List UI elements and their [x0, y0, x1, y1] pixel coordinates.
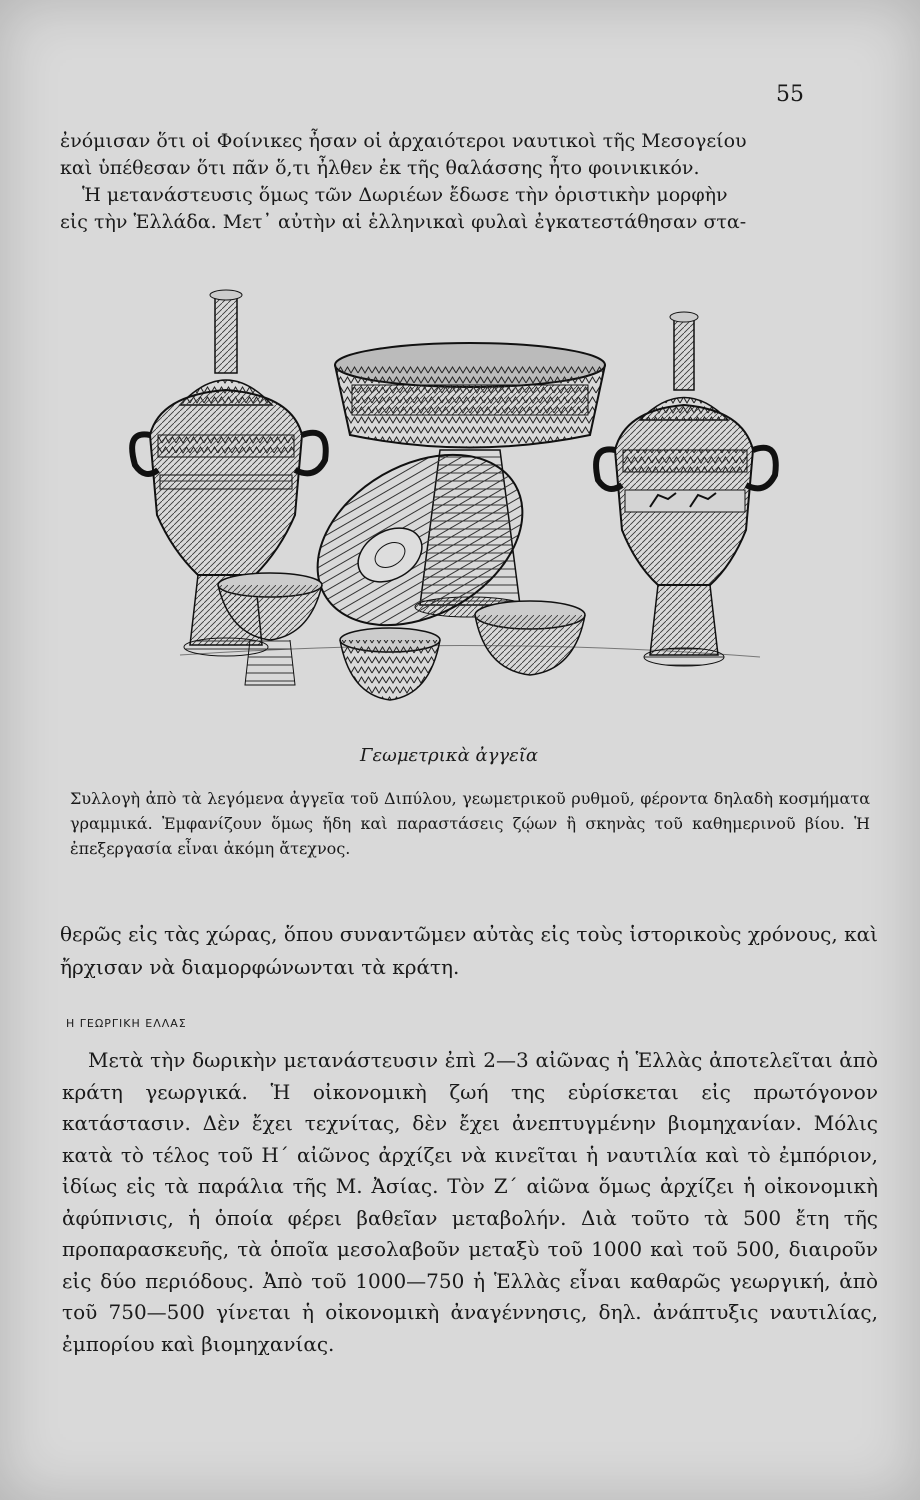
intro-line: ἐνόμισαν ὅτι οἱ Φοίνικες ἦσαν οἱ ἀρχαιότεροι ναυτικοὶ τῆς Μεσογείου: [60, 130, 747, 152]
intro-paragraph: [60, 128, 878, 236]
page-number: 55: [776, 82, 804, 107]
section-body: Μετὰ τὴν δωρικὴν μετανάστευσιν ἐπὶ 2—3 αἰῶνας ἡ Ἑλλὰς ἀποτελεῖται ἀπὸ κράτη γεωργικά. Ἡ οἰκονομικὴ ζωή της εὑρίσκεται εἰς πρωτόγονον κατάστασιν. Δὲν ἔχει τεχνίτας, δὲν ἔχει ἀνεπτυγμένην βιομηχανίαν. Μόλις κατὰ τὸ τέλος τοῦ Η´ αἰῶνος ἀρχίζει νὰ κινεῖται ἡ ναυτιλία καὶ τὸ ἐμπόριον, ἰδίως εἰς τὰ παράλια τῆς Μ. Ἀσίας. Τὸν Ζ´ αἰῶνα ὅμως ἀρχίζει ἡ οἰκονομικὴ ἀφύπνισις, ἡ ὁποία φέρει βαθεῖαν μεταβολήν. Διὰ τοῦτο τὰ 500 ἔτη τῆς προπαρασκευῆς, τὰ ὁποῖα μεσολαβοῦν μεταξὺ τοῦ 1000 καὶ τοῦ 500, διαιροῦν εἰς δύο περιόδους. Ἀπὸ τοῦ 1000—750 ἡ Ἑλλὰς εἶναι καθαρῶς γεωργική, ἀπὸ τοῦ 750—500 γίνεται ἡ οἰκονομικὴ ἀναγέννησις, δηλ. ἀνάπτυξις ναυτιλίας, ἐμπορίου καὶ βιομηχανίας.: [62, 1048, 878, 1356]
continuation-paragraph: θερῶς εἰς τὰς χώρας, ὅπου συναντῶμεν αὐτὰς εἰς τοὺς ἱστορικοὺς χρόνους, καὶ ἤρχισαν νὰ διαμορφώνωνται τὰ κράτη.: [60, 922, 878, 979]
geometric-vases-illustration: [120, 285, 830, 725]
section-heading: Η ΓΕΩΡΓΙΚΗ ΕΛΛΑΣ: [66, 1017, 187, 1030]
figure-caption-title: Γεωμετρικὰ ἀγγεῖα: [360, 745, 539, 766]
intro-line: εἰς τὴν Ἑλλάδα. Μετ᾽ αὐτὴν αἱ ἑλληνικαὶ φυλαὶ ἐγκατεστάθησαν στα-: [60, 211, 747, 233]
intro-line: καὶ ὑπέθεσαν ὅτι πᾶν ὅ,τι ἦλθεν ἐκ τῆς θαλάσσης ἦτο φοινικικόν.: [60, 157, 700, 179]
figure-caption-body: Συλλογὴ ἀπὸ τὰ λεγόμενα ἀγγεῖα τοῦ Διπύλου, γεωμετρικοῦ ρυθμοῦ, φέροντα δηλαδὴ κοσμήματα γραμμικά. Ἐμφανίζουν ὅμως ἤδη καὶ παραστάσεις ζῴων ἢ σκηνὰς τοῦ καθημερινοῦ βίου. Ἡ ἐπεξεργασία εἶναι ἀκόμη ἄτεχνος.: [70, 789, 870, 858]
small-bowl-center: [340, 628, 440, 700]
small-bowl-right: [475, 601, 585, 675]
right-amphora: [596, 312, 776, 666]
intro-line: Ἡ μετανάστευσις ὅμως τῶν Δωριέων ἔδωσε τὴν ὁριστικὴν μορφὴν: [82, 184, 728, 206]
